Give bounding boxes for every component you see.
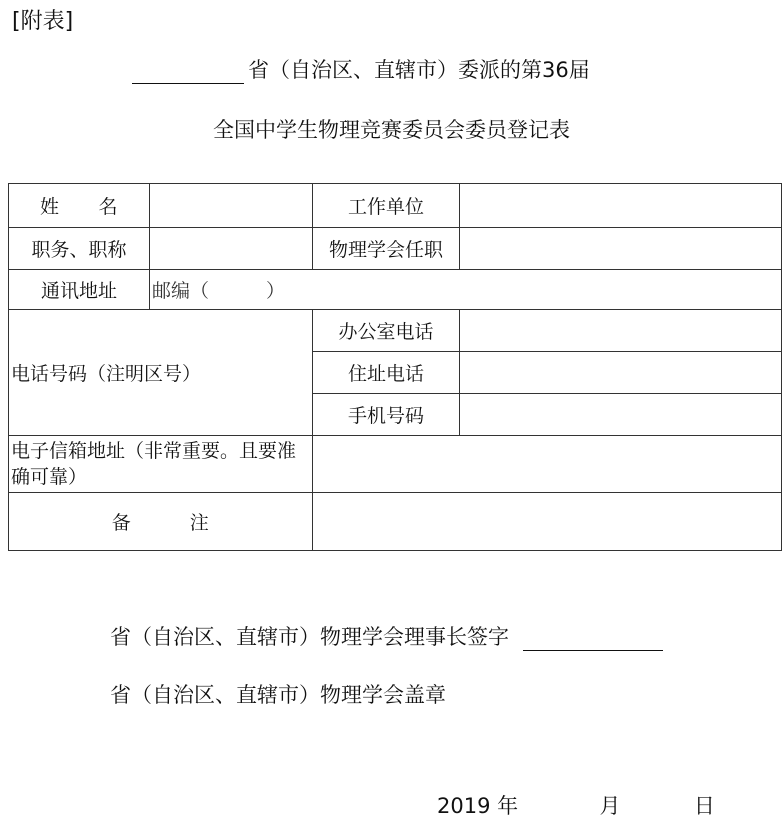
address-field[interactable]: [150, 270, 782, 310]
phone-label: 电话号码（注明区号）: [9, 310, 313, 436]
signature-row: [110, 621, 663, 651]
work-unit-label: 工作单位: [313, 184, 460, 228]
address-label: 通讯地址: [9, 270, 150, 310]
seal-label: 省（自治区、直辖市）物理学会盖章: [110, 683, 446, 707]
work-unit-field[interactable]: [460, 184, 782, 228]
name-field[interactable]: [150, 184, 313, 228]
email-label: 电子信箱地址（非常重要。且要准确可靠）: [9, 436, 313, 493]
registration-form-table: [8, 183, 782, 551]
appendix-label: [附表]: [12, 9, 74, 34]
signature-blank[interactable]: [523, 628, 663, 651]
home-phone-label: 住址电话: [313, 352, 460, 394]
date-month: 月: [599, 794, 621, 818]
date-year: 2019 年: [437, 794, 519, 818]
email-field[interactable]: [313, 436, 782, 493]
mobile-field[interactable]: [460, 394, 782, 436]
date-row: [437, 790, 715, 820]
province-blank[interactable]: [132, 61, 244, 84]
signature-label: 省（自治区、直辖市）物理学会理事长签字: [110, 625, 509, 649]
office-phone-label: 办公室电话: [313, 310, 460, 352]
physics-society-field[interactable]: [460, 228, 782, 270]
remarks-field[interactable]: [313, 493, 782, 551]
remarks-label: 备 注: [9, 493, 313, 551]
title-line-1-text: 省（自治区、直辖市）委派的第36届: [248, 58, 590, 82]
position-label: 职务、职称: [9, 228, 150, 270]
position-field[interactable]: [150, 228, 313, 270]
page-title: 全国中学生物理竞赛委员会委员登记表: [213, 118, 570, 142]
physics-society-label: 物理学会任职: [313, 228, 460, 270]
postcode-label: 邮编（ ）: [152, 280, 286, 302]
home-phone-field[interactable]: [460, 352, 782, 394]
title-line-1: [132, 54, 590, 84]
name-label: 姓 名: [9, 184, 150, 228]
mobile-label: 手机号码: [313, 394, 460, 436]
date-day: 日: [693, 794, 715, 818]
office-phone-field[interactable]: [460, 310, 782, 352]
